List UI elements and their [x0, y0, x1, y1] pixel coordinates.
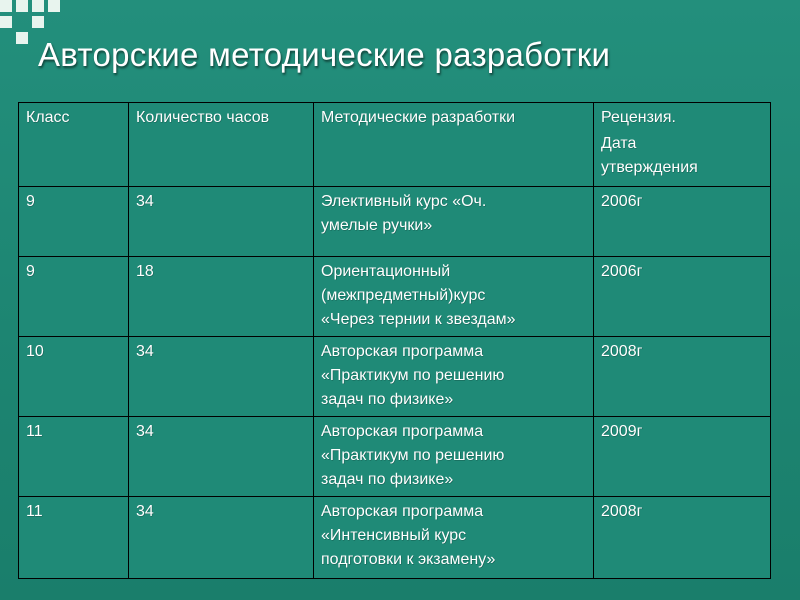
decor-square	[48, 0, 60, 12]
table-header-row	[19, 103, 771, 187]
cell-date: 2008г	[594, 497, 771, 579]
cell-hours: 18	[129, 257, 314, 337]
cell-work: Авторская программа «Практикум по решению задач по физике»	[314, 337, 594, 417]
header-review: Рецензия. Дата утверждения	[594, 103, 771, 187]
header-works: Методические разработки	[314, 103, 594, 187]
cell-hours: 34	[129, 337, 314, 417]
page-title: Авторские методические разработки	[38, 36, 611, 73]
cell-date: 2008г	[594, 337, 771, 417]
cell-date: 2006г	[594, 187, 771, 257]
cell-date: 2009г	[594, 417, 771, 497]
methodical-works-table	[18, 102, 771, 579]
cell-class: 9	[19, 187, 129, 257]
cell-hours: 34	[129, 187, 314, 257]
decor-square	[32, 0, 44, 12]
table-row	[19, 257, 771, 337]
decor-square	[0, 0, 12, 12]
cell-hours: 34	[129, 417, 314, 497]
header-class: Класс	[19, 103, 129, 187]
cell-work: Ориентационный (межпредметный)курс «Через тернии к звездам»	[314, 257, 594, 337]
header-hours: Количество часов	[129, 103, 314, 187]
cell-work: Элективный курс «Оч. умелые ручки»	[314, 187, 594, 257]
table-row	[19, 337, 771, 417]
decor-square	[16, 32, 28, 44]
cell-class: 11	[19, 497, 129, 579]
decor-square	[32, 16, 44, 28]
table-row	[19, 417, 771, 497]
cell-class: 10	[19, 337, 129, 417]
cell-date: 2006г	[594, 257, 771, 337]
table-row	[19, 497, 771, 579]
cell-work: Авторская программа «Практикум по решению задач по физике»	[314, 417, 594, 497]
decor-square	[16, 0, 28, 12]
cell-hours: 34	[129, 497, 314, 579]
cell-work: Авторская программа «Интенсивный курс подготовки к экзамену»	[314, 497, 594, 579]
cell-class: 11	[19, 417, 129, 497]
decor-square	[0, 16, 12, 28]
methodical-works-table-container	[18, 102, 770, 578]
cell-class: 9	[19, 257, 129, 337]
table-row	[19, 187, 771, 257]
